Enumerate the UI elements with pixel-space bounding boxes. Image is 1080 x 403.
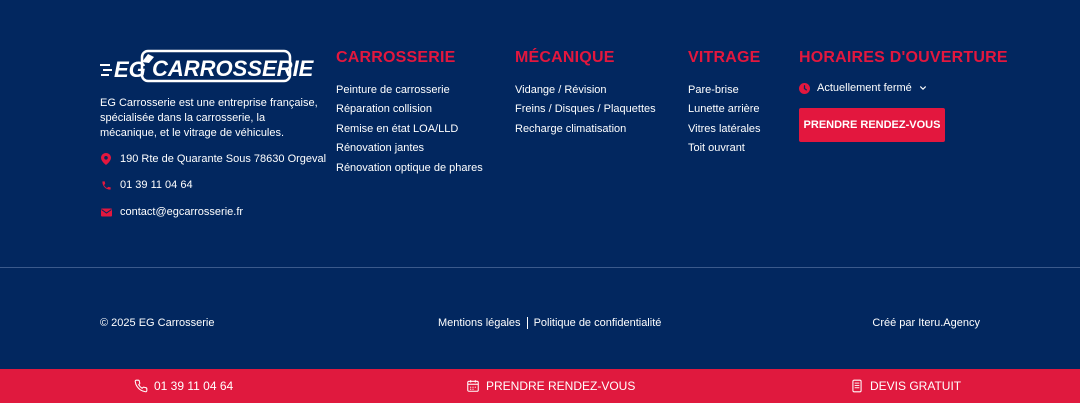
appointment-action-label: PRENDRE RENDEZ-VOUS	[486, 379, 636, 393]
mecanique-links	[515, 84, 656, 136]
column-title-vitrage: VITRAGE	[688, 49, 761, 66]
link-lunette-arriere[interactable]: Lunette arrière	[688, 103, 760, 116]
chevron-down-icon	[919, 84, 927, 92]
mail-icon	[100, 206, 112, 218]
column-title-mecanique: MÉCANIQUE	[515, 49, 615, 66]
logo-text-carrosserie: CARROSSERIE	[152, 56, 314, 81]
address-text: 190 Rte de Quarante Sous 78630 Orgeval	[120, 153, 327, 165]
phone-icon	[134, 379, 148, 393]
opening-status-text: Actuellement fermé	[817, 82, 912, 94]
document-icon	[850, 379, 864, 393]
phone-icon	[100, 179, 112, 191]
phone-row[interactable]	[100, 179, 193, 191]
calendar-icon	[466, 379, 480, 393]
link-pare-brise[interactable]: Pare-brise	[688, 84, 739, 96]
call-action[interactable]	[134, 369, 233, 403]
clock-icon	[799, 83, 810, 94]
quote-action-label: DEVIS GRATUIT	[870, 379, 962, 393]
call-action-label: 01 39 11 04 64	[154, 379, 234, 393]
company-description: EG Carrosserie est une entreprise française, spécialisée dans la carrosserie, la mécanique, et le vitrage de véhicules.	[100, 97, 318, 139]
agency-credit[interactable]: Créé par Iteru.Agency	[872, 317, 980, 329]
column-carrosserie	[336, 48, 483, 181]
link-toit-ouvrant[interactable]: Toit ouvrant	[688, 142, 745, 155]
email-row[interactable]	[100, 206, 243, 218]
address-row	[100, 153, 326, 165]
column-title-carrosserie: CARROSSERIE	[336, 49, 456, 66]
book-appointment-button[interactable]: PRENDRE RENDEZ-VOUS	[799, 108, 945, 142]
sticky-action-bar	[0, 369, 1080, 403]
column-title-horaires: HORAIRES D'OUVERTURE	[799, 49, 1008, 66]
carrosserie-links	[336, 84, 483, 175]
logo-text-eg: EG	[114, 57, 146, 82]
link-renovation-jantes[interactable]: Rénovation jantes	[336, 142, 425, 155]
link-peinture[interactable]: Peinture de carrosserie	[336, 84, 450, 96]
appointment-action[interactable]	[466, 369, 635, 403]
link-reparation-collision[interactable]: Réparation collision	[336, 103, 432, 116]
link-freins[interactable]: Freins / Disques / Plaquettes	[515, 103, 656, 116]
opening-status-toggle[interactable]	[799, 82, 1008, 94]
footer-divider	[0, 267, 1080, 268]
location-pin-icon	[100, 153, 112, 165]
brand-logo[interactable]	[100, 48, 314, 84]
phone-text[interactable]: 01 39 11 04 64	[120, 179, 193, 191]
email-text[interactable]: contact@egcarrosserie.fr	[120, 206, 244, 218]
link-climatisation[interactable]: Recharge climatisation	[515, 122, 627, 135]
link-vidange[interactable]: Vidange / Révision	[515, 84, 607, 96]
vitrage-links	[688, 84, 761, 155]
column-horaires	[799, 48, 1008, 142]
link-politique-confidentialite[interactable]: Politique de confidentialité	[533, 317, 662, 329]
column-vitrage	[688, 48, 761, 162]
link-renovation-phares[interactable]: Rénovation optique de phares	[336, 161, 483, 174]
logo-graphic	[100, 48, 314, 84]
quote-action[interactable]	[850, 369, 961, 403]
legal-separator	[527, 317, 528, 329]
legal-links	[438, 317, 661, 329]
link-vitres-laterales[interactable]: Vitres latérales	[688, 122, 761, 135]
link-mentions-legales[interactable]: Mentions légales	[438, 317, 521, 329]
link-remise-etat[interactable]: Remise en état LOA/LLD	[336, 122, 459, 135]
column-mecanique	[515, 48, 656, 142]
copyright-text: © 2025 EG Carrosserie	[100, 317, 215, 329]
